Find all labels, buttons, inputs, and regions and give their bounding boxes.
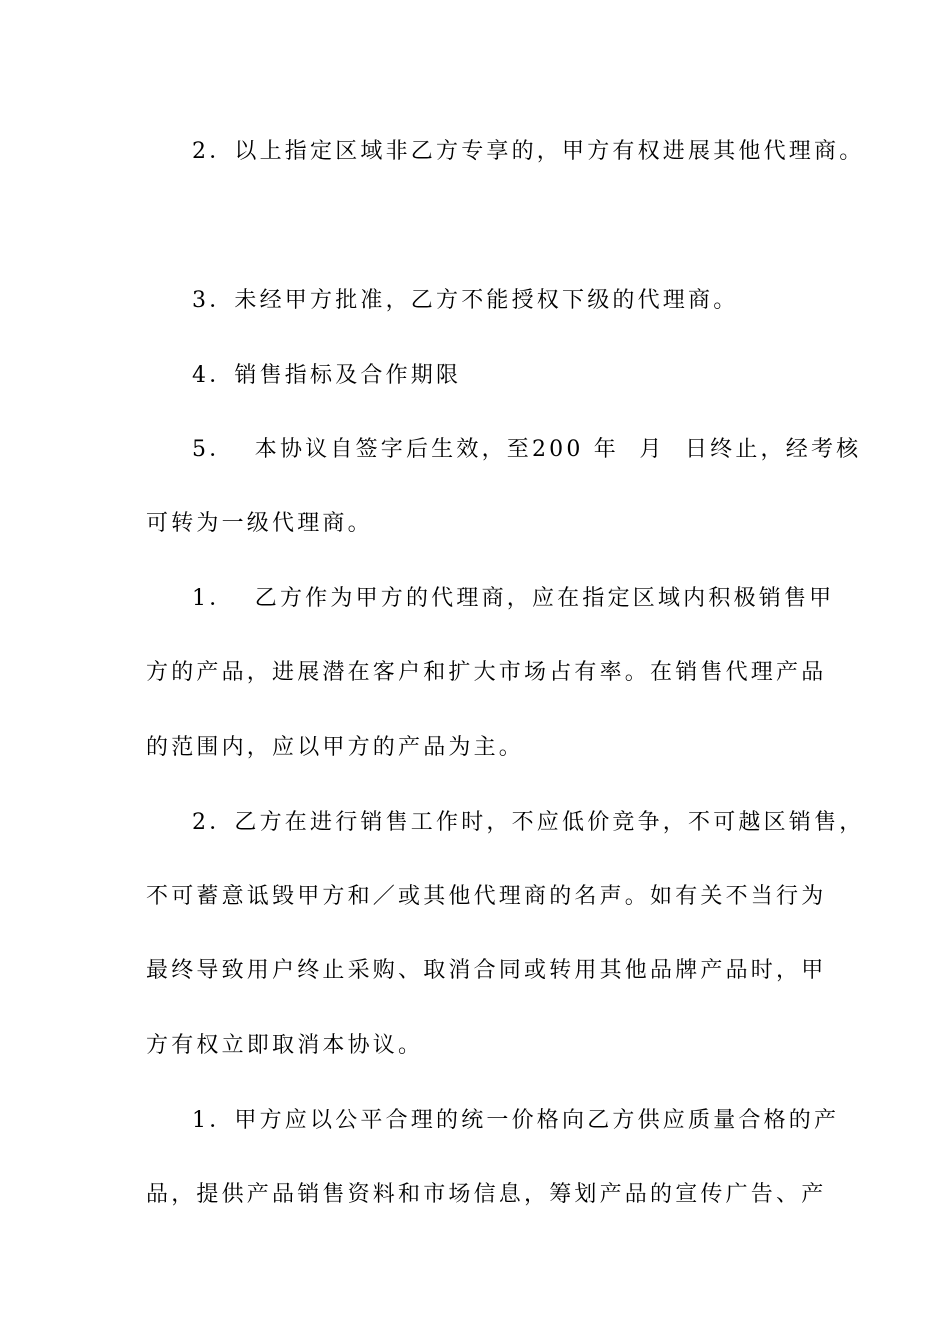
paragraph-line: 4．销售指标及合作期限 xyxy=(192,363,462,388)
paragraph-line: 不可蓄意诋毁甲方和／或其他代理商的名声。如有关不当行为 xyxy=(146,884,827,909)
paragraph-line: 的范围内，应以甲方的产品为主。 xyxy=(146,735,525,760)
paragraph-line: 1． 乙方作为甲方的代理商，应在指定区域内积极销售甲 xyxy=(192,586,835,611)
paragraph-line: 3．未经甲方批准，乙方不能授权下级的代理商。 xyxy=(192,288,739,313)
paragraph-line: 品，提供产品销售资料和市场信息，筹划产品的宣传广告、产 xyxy=(146,1182,827,1207)
paragraph-line: 2．以上指定区域非乙方专享的，甲方有权进展其他代理商。 xyxy=(192,139,865,164)
paragraph-line: 可转为一级代理商。 xyxy=(146,511,373,536)
paragraph-line: 方有权立即取消本协议。 xyxy=(146,1033,424,1058)
paragraph-line: 5． 本协议自签字后生效，至200 年 月 日终止，经考核 xyxy=(192,437,862,462)
paragraph-line: 方的产品，进展潜在客户和扩大市场占有率。在销售代理产品 xyxy=(146,660,827,685)
paragraph-line: 最终导致用户终止采购、取消合同或转用其他品牌产品时，甲 xyxy=(146,958,827,983)
paragraph-line: 1．甲方应以公平合理的统一价格向乙方供应质量合格的产 xyxy=(192,1108,840,1133)
paragraph-line: 2．乙方在进行销售工作时，不应低价竞争，不可越区销售， xyxy=(192,810,865,835)
